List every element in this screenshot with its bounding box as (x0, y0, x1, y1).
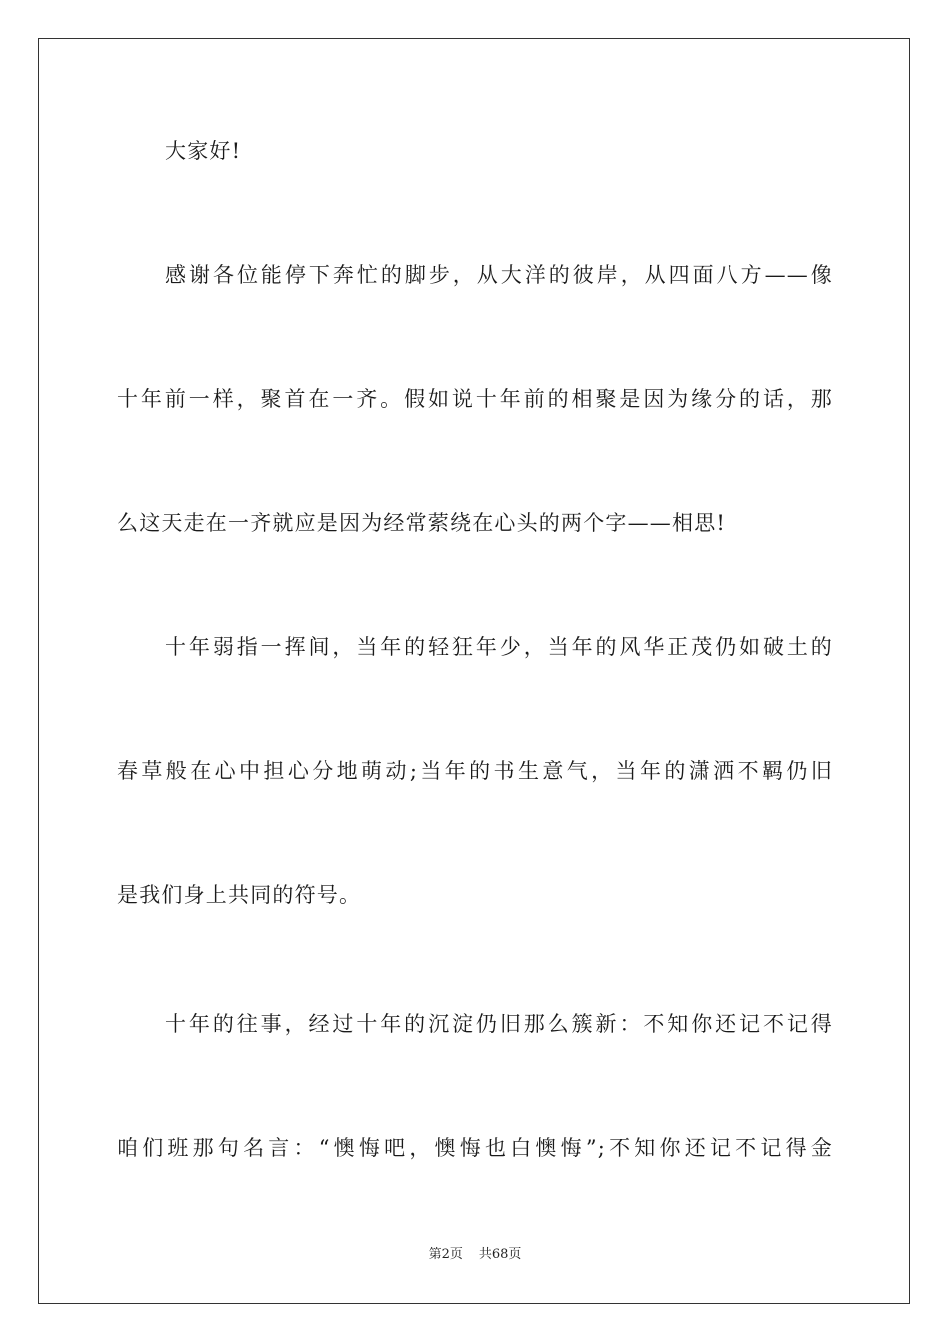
paragraph-line: 十年前一样，聚首在一齐。假如说十年前的相聚是因为缘分的话，那 (117, 387, 833, 411)
paragraph-line: 十年弱指一挥间，当年的轻狂年少，当年的风华正茂仍如破土的 (165, 635, 833, 659)
paragraph-line: 是我们身上共同的符号。 (117, 883, 362, 907)
paragraph-line: 春草般在心中担心分地萌动;当年的书生意气，当年的潇洒不羁仍旧 (117, 759, 833, 783)
paragraph-line: 咱们班那句名言：“懊悔吧，懊悔也白懊悔”;不知你还记不记得金 (117, 1136, 833, 1160)
paragraph-line: 感谢各位能停下奔忙的脚步，从大洋的彼岸，从四面八方——像 (165, 263, 833, 287)
page-border (38, 38, 910, 1304)
paragraph-greeting: 大家好! (165, 139, 242, 163)
paragraph-line: 十年的往事，经过十年的沉淀仍旧那么簇新：不知你还记不记得 (165, 1012, 833, 1036)
paragraph-line: 么这天走在一齐就应是因为经常萦绕在心头的两个字——相思! (117, 511, 727, 535)
page-total: 共68页 (478, 1247, 522, 1262)
page-number: 第2页 (428, 1247, 463, 1262)
page-footer (0, 1246, 950, 1264)
